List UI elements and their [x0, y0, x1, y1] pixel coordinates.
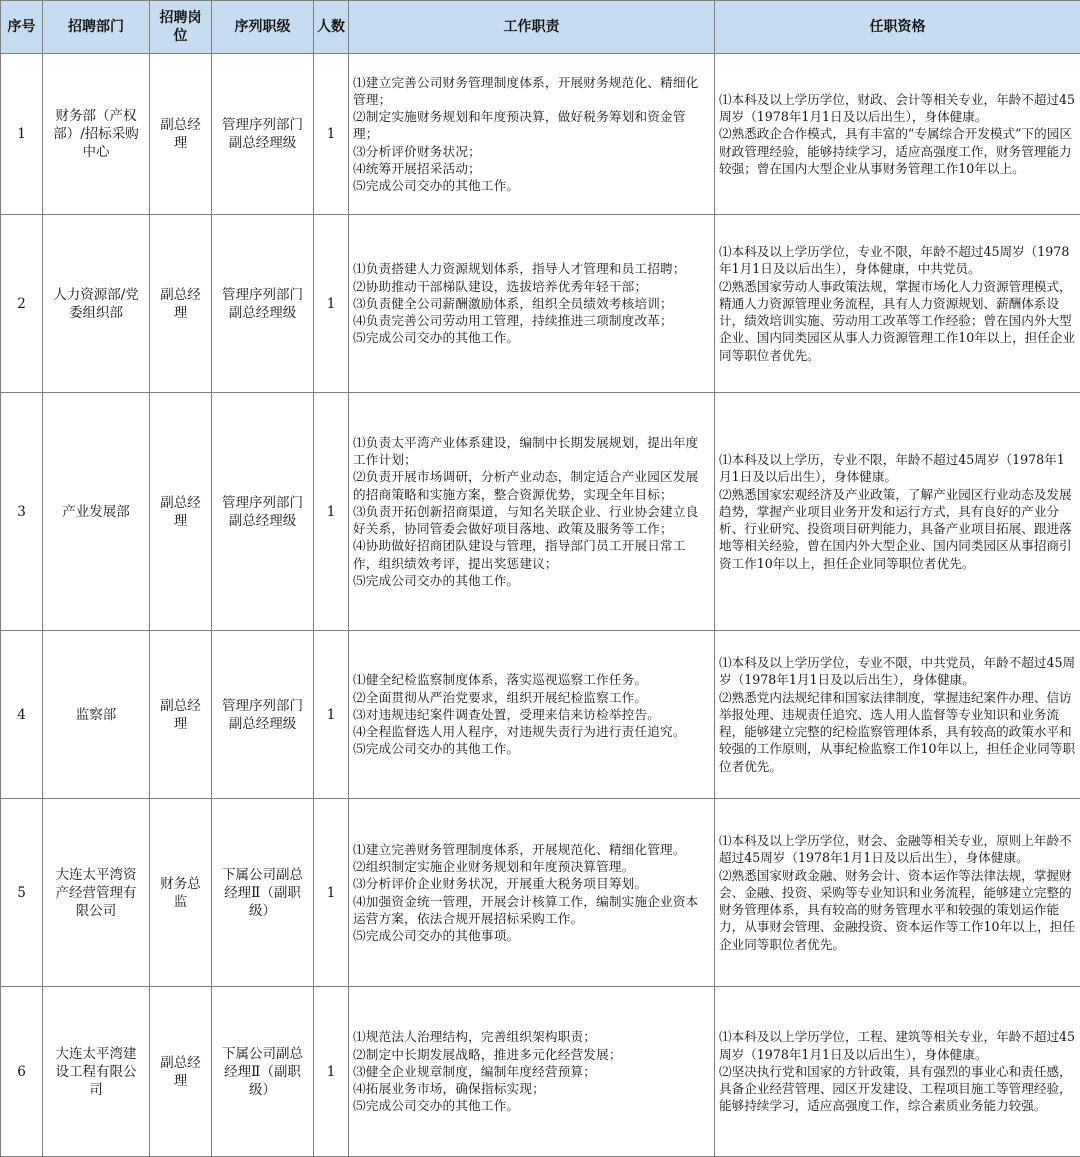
qualification-item: ⑵熟悉党内法规纪律和国家法律制度，掌握违纪案件办理、信访举报处理、违规责任追究、选人用人监督等专业知识和业务流程，能够建立完整的纪检监察管理体系，具有较高的政策水平和较强的工作原则，从事纪检监察工作10年以上，担任企业同等职位者优先。	[719, 689, 1076, 774]
duty-item: ⑶对违规违纪案件调查处置，受理来信来访检举控告。	[353, 706, 661, 722]
qualification-item: ⑵坚决执行党和国家的方针政策，具有强烈的事业心和责任感，具备企业经营管理、园区开发建设、工程项目施工等管理经验，能够持续学习，适应高强度工作，综合素质业务能力较强。	[719, 1063, 1072, 1114]
qualification-item: ⑴本科及以上学历学位，专业不限，年龄不超过45周岁（1978年1月1日及以后出生），身体健康，中共党员。	[719, 244, 1070, 277]
header-duties: 工作职责	[349, 1, 715, 54]
row-qualifications	[715, 393, 1080, 631]
row-number: 5	[1, 799, 43, 987]
row-duties	[349, 393, 715, 631]
row-post: 财务总监	[150, 799, 212, 987]
qualification-item: ⑵熟悉国家劳动人事政策法规，掌握市场化人力资源管理模式，精通人力资源管理业务流程，具有人力资源规划、薪酬体系设计，绩效培训实施、劳动用工改革等工作经验；曾在国内外大型企业、国内同类园区从事人力资源管理工作10年以上，担任企业同等职位者优先。	[719, 278, 1076, 363]
row-duties	[349, 54, 715, 215]
row-duties	[349, 215, 715, 393]
row-duties	[349, 631, 715, 799]
header-qualifications: 任职资格	[715, 1, 1080, 54]
table-header	[1, 1, 1080, 54]
row-department: 产业发展部	[43, 393, 150, 631]
duty-item: ⑶分析评价财务状况；	[353, 143, 481, 159]
row-qualifications	[715, 54, 1080, 215]
row-qualifications	[715, 215, 1080, 393]
qualification-item: ⑴本科及以上学历学位，财政、会计等相关专业，年龄不超过45周岁（1978年1月1日及以后出生），身体健康。	[719, 91, 1076, 125]
row-department: 人力资源部/党委组织部	[43, 215, 150, 393]
duty-item: ⑷协助做好招商团队建设与管理，指导部门员工开展日常工作，组织绩效考评，提出奖惩建议；	[353, 538, 686, 571]
duty-item: ⑴健全纪检监察制度体系，落实巡视巡察工作任务。	[353, 672, 648, 688]
table-row	[1, 987, 1080, 1157]
table-row	[1, 215, 1080, 393]
row-duties	[349, 987, 715, 1157]
row-count: 1	[314, 215, 349, 393]
row-department: 大连太平湾资产经营管理有限公司	[43, 799, 150, 987]
row-qualifications	[715, 631, 1080, 799]
duty-item: ⑷全程监督选人用人程序，对违规失责行为进行责任追究。	[353, 724, 686, 740]
duty-item: ⑸完成公司交办的其他工作。	[353, 741, 520, 757]
duty-item: ⑵组织制定实施企业财务规划和年度预决算管理。	[353, 859, 635, 875]
qualification-item: ⑵熟悉政企合作模式，具有丰富的“专属综合开发模式”下的园区财政管理经验，能够持续学习，适应高强度工作，财务管理能力较强；曾在国内大型企业从事财务管理工作10年以上。	[719, 126, 1072, 176]
qualification-item: ⑵熟悉国家财政金融、财务会计、资本运作等法律法规，掌握财会、金融、投资、采购等专业知识和业务流程，能够建立完整的财务管理体系，具有较高的财务管理水平和较强的策划运作能力，从事财会管理、金融投资、资本运作等工作10年以上，担任企业同等职位者优先。	[719, 867, 1076, 952]
qualification-item: ⑴本科及以上学历，专业不限，年龄不超过45周岁（1978年1月1日及以后出生），身体健康。	[719, 452, 1065, 485]
duty-item: ⑸完成公司交办的其他工作。	[353, 178, 520, 193]
duty-item: ⑷拓展业务市场，确保指标实现；	[353, 1081, 545, 1097]
row-number: 6	[1, 987, 43, 1157]
duty-item: ⑵负责开展市场调研，分析产业动态，制定适合产业园区发展的招商策略和实施方案，整合资源优势，实现全年目标；	[353, 469, 699, 502]
row-post: 副总经理	[150, 631, 212, 799]
row-count: 1	[314, 54, 349, 215]
duty-item: ⑸完成公司交办的其他工作。	[353, 1098, 520, 1114]
row-count: 1	[314, 393, 349, 631]
qualification-item: ⑴本科及以上学历学位，工程、建筑等相关专业，年龄不超过45周岁（1978年1月1日及以后出生），身体健康。	[719, 1029, 1076, 1062]
duty-item: ⑵制定实施财务规划和年度预决算，做好税务筹划和资金管理；	[353, 109, 686, 142]
header-rank: 序列职级	[212, 1, 314, 54]
row-department: 财务部（产权部）/招标采购中心	[43, 54, 150, 215]
row-post: 副总经理	[150, 54, 212, 215]
row-qualifications	[715, 799, 1080, 987]
row-number: 2	[1, 215, 43, 393]
table-row	[1, 631, 1080, 799]
duty-item: ⑶分析评价企业财务状况，开展重大税务项目筹划。	[353, 876, 648, 892]
row-department: 监察部	[43, 631, 150, 799]
duty-item: ⑶负责开拓创新招商渠道，与知名关联企业、行业协会建立良好关系，协同管委会做好项目落地、政策及服务等工作；	[353, 503, 699, 537]
row-post: 副总经理	[150, 215, 212, 393]
table-row	[1, 54, 1080, 215]
row-count: 1	[314, 987, 349, 1157]
duty-item: ⑸完成公司交办的其他事项。	[353, 927, 520, 943]
row-qualifications	[715, 987, 1080, 1157]
row-number: 3	[1, 393, 43, 631]
row-number: 1	[1, 54, 43, 215]
header-no: 序号	[1, 1, 43, 54]
row-rank: 下属公司副总经理Ⅱ（副职级）	[212, 987, 314, 1157]
row-count: 1	[314, 631, 349, 799]
duty-item: ⑴负责搭建人力资源规划体系，指导人才管理和员工招聘；	[353, 261, 686, 277]
duty-item: ⑴建立完善财务管理制度体系，开展规范化、精细化管理。	[353, 841, 686, 857]
duty-item: ⑵协助推动干部梯队建设，选拔培养优秀年轻干部；	[353, 278, 648, 294]
qualification-item: ⑵熟悉国家宏观经济及产业政策，了解产业园区行业动态及发展趋势，掌握产业项目业务开发和运行方式，具有良好的产业分析、行业研究、投资项目研判能力，具备产业项目拓展、跟进落地等相关经验，曾在国内外大型企业、国内同类园区从事招商引资工作10年以上，担任企业同等职位者优先。	[719, 486, 1072, 571]
duty-item: ⑷加强资金统一管理，开展会计核算工作，编制实施企业资本运营方案，依法合规开展招标采购工作。	[353, 893, 699, 926]
row-department: 大连太平湾建设工程有限公司	[43, 987, 150, 1157]
table-body	[1, 54, 1080, 1157]
duty-item: ⑸完成公司交办的其他工作。	[353, 572, 520, 588]
duty-item: ⑶健全企业规章制度，编制年度经营预算；	[353, 1063, 597, 1079]
duty-item: ⑴建立完善公司财务管理制度体系，开展财务规范化、精细化管理；	[353, 74, 699, 107]
duty-item: ⑴负责太平湾产业体系建设，编制中长期发展规划，提出年度工作计划；	[353, 435, 699, 468]
row-rank: 下属公司副总经理Ⅱ（副职级）	[212, 799, 314, 987]
qualification-item: ⑴本科及以上学历学位，专业不限，中共党员，年龄不超过45周岁（1978年1月1日及以后出生），身体健康。	[719, 655, 1076, 688]
table-row	[1, 393, 1080, 631]
row-rank: 管理序列部门副总经理级	[212, 393, 314, 631]
header-department: 招聘部门	[43, 1, 150, 54]
row-count: 1	[314, 799, 349, 987]
duty-item: ⑶负责健全公司薪酬激励体系，组织全员绩效考核培训；	[353, 295, 673, 311]
row-rank: 管理序列部门副总经理级	[212, 631, 314, 799]
row-post: 副总经理	[150, 393, 212, 631]
row-rank: 管理序列部门副总经理级	[212, 54, 314, 215]
duty-item: ⑵全面贯彻从严治党要求，组织开展纪检监察工作。	[353, 689, 648, 705]
row-post: 副总经理	[150, 987, 212, 1157]
duty-item: ⑵制定中长期发展战略，推进多元化经营发展；	[353, 1046, 622, 1062]
header-count: 人数	[314, 1, 349, 54]
duty-item: ⑴规范法人治理结构，完善组织架构职责；	[353, 1029, 597, 1045]
row-number: 4	[1, 631, 43, 799]
row-duties	[349, 799, 715, 987]
duty-item: ⑷统筹开展招采活动；	[353, 160, 481, 176]
duty-item: ⑷负责完善公司劳动用工管理，持续推进三项制度改革；	[353, 313, 673, 329]
duty-item: ⑸完成公司交办的其他工作。	[353, 330, 520, 346]
table-row	[1, 799, 1080, 987]
qualification-item: ⑴本科及以上学历学位，财会、金融等相关专业，原则上年龄不超过45周岁（1978年1月1日及以后出生），身体健康。	[719, 833, 1072, 866]
header-post: 招聘岗位	[150, 1, 212, 54]
row-rank: 管理序列部门副总经理级	[212, 215, 314, 393]
